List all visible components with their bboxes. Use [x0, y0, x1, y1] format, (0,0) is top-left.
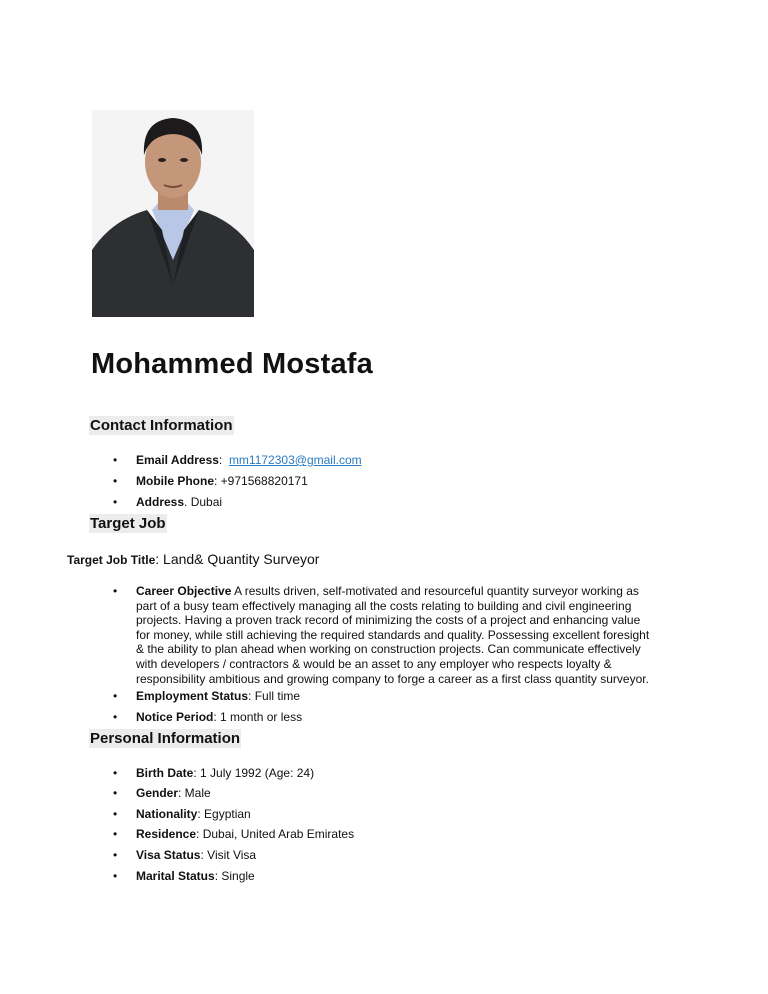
bullet: • — [113, 766, 118, 780]
item-label: Gender — [136, 786, 179, 800]
employment-value: : Full time — [248, 689, 301, 703]
objective-line: for money, while still achieving the required standards and quality. Possessing excellent foresight — [136, 627, 650, 642]
target-job-title-value: : Land& Quantity Surveyor — [155, 551, 320, 567]
item-label: Birth Date — [136, 766, 194, 780]
bullet: • — [113, 584, 118, 598]
bullet: • — [113, 689, 118, 703]
email-link[interactable]: mm1172303@gmail.com — [228, 453, 362, 467]
profile-photo — [92, 110, 254, 317]
objective-line: part of a busy team effectively managing all the costs relating to building and civil engineering — [136, 598, 632, 613]
bullet: • — [113, 453, 118, 467]
address-label: Address — [136, 495, 185, 509]
target-job-title — [67, 551, 319, 567]
notice-label: Notice Period — [136, 710, 214, 724]
item-label: Residence — [136, 827, 197, 841]
phone-label: Mobile Phone — [136, 474, 214, 488]
objective-line: responsibility ambitious and growing company to forge a career as a first class quantity surveyor. — [136, 671, 649, 686]
bullet: • — [113, 869, 118, 883]
item-value: : Single — [214, 869, 255, 883]
bullet: • — [113, 495, 118, 509]
item-value: : Visit Visa — [200, 848, 257, 862]
notice-value: : 1 month or less — [213, 710, 303, 724]
employment-label: Employment Status — [136, 689, 249, 703]
bullet: • — [113, 710, 118, 724]
objective-line: with developers / contractors & would be an asset to any employer who respects loyalty & — [136, 656, 612, 671]
address-value: . Dubai — [184, 495, 223, 509]
personal-heading: Personal Information — [90, 730, 241, 747]
bullet: • — [113, 807, 118, 821]
target-job-title-label: Target Job Title — [67, 553, 156, 567]
item-label: Marital Status — [136, 869, 215, 883]
email-label: Email Address — [136, 453, 219, 467]
bullet: • — [113, 786, 118, 800]
item-value: : Egyptian — [197, 807, 251, 821]
item-label: Visa Status — [136, 848, 201, 862]
item-value: : Dubai, United Arab Emirates — [196, 827, 355, 841]
objective-line: A results driven, self-motivated and resourceful quantity surveyor working as — [231, 584, 639, 598]
objective-label: Career Objective — [136, 584, 232, 598]
objective-line: & the ability to plan ahead when working on construction projects. Can communicate effectively — [136, 642, 641, 657]
bullet: • — [113, 827, 118, 841]
objective-line: projects. Having a proven track record of minimizing the costs of a project and enhancing value — [136, 613, 641, 628]
bullet: • — [113, 474, 118, 488]
target-job-heading: Target Job — [90, 515, 166, 532]
separator: : — [218, 453, 223, 467]
candidate-name: Mohammed Mostafa — [91, 348, 373, 380]
phone-value: : +971568820171 — [214, 474, 308, 488]
bullet: • — [113, 848, 118, 862]
item-value: : 1 July 1992 (Age: 24) — [193, 766, 315, 780]
career-objective — [136, 584, 649, 686]
item-label: Nationality — [136, 807, 198, 821]
item-value: : Male — [178, 786, 211, 800]
contact-heading: Contact Information — [90, 417, 233, 434]
